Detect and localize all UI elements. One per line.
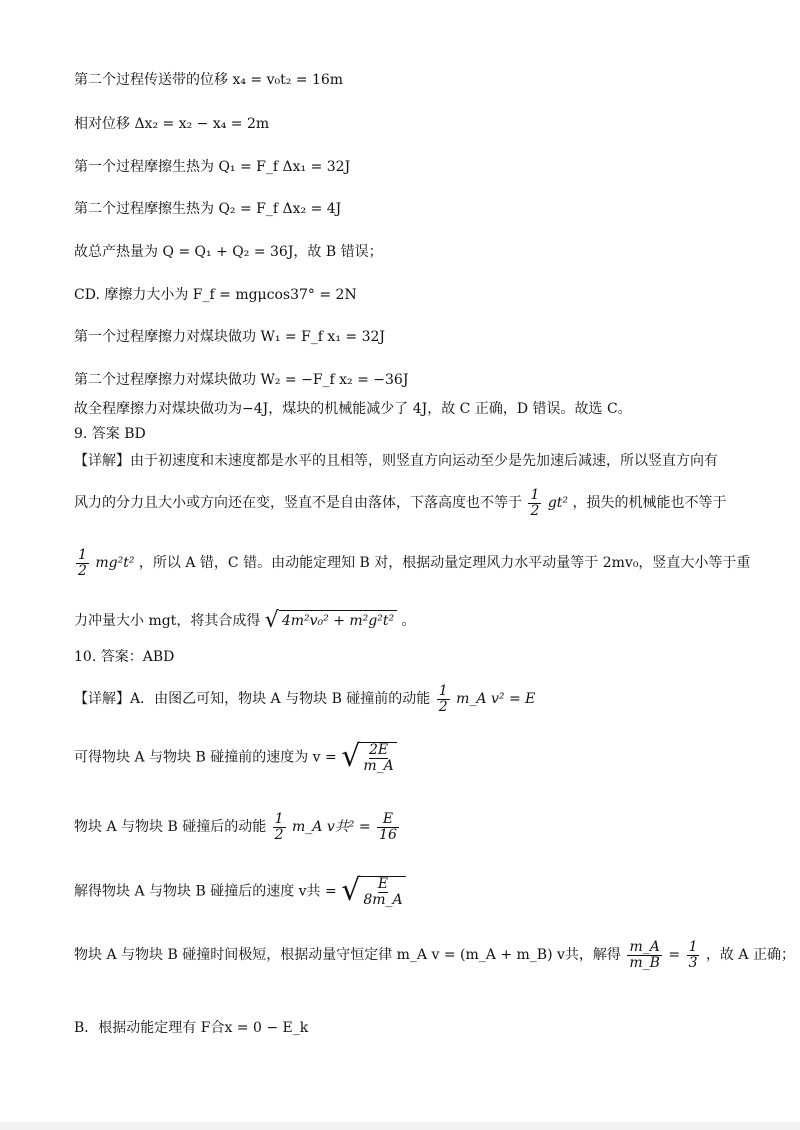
fraction [273,812,286,842]
fraction-numerator: m_A [627,940,662,956]
square-root [265,610,397,632]
square-root [341,873,405,908]
q10-text: 可得物块 A 与物块 B 碰撞前的速度为 v = [74,749,337,766]
text-line: 相对位移 Δx₂ = x₂ − x₄ = 2m [74,116,270,132]
fraction [377,812,399,842]
q9-text: 。 [401,613,416,629]
q10-line [74,873,760,908]
q10-text: ，故 A 正确； [705,947,795,964]
fraction-numerator: 1 [438,683,448,699]
formula: m_A v² = E [456,691,536,708]
text-line: 第二个过程摩擦力对煤块做功 W₂ = −F_f x₂ = −36J [74,372,409,388]
fraction-denominator: 2 [78,562,87,579]
equals-sign: = [668,947,681,964]
text-line: 第二个过程传送带的位移 x₄ = v₀t₂ = 16m [74,72,344,88]
q10-line [74,812,760,842]
fraction-numerator: 1 [688,939,698,955]
square-root [341,739,397,774]
q10-text: 物块 A 与物块 B 碰撞时间极短，根据动量守恒定律 m_A v = (m_A + m_B) v共，解得 [74,947,621,964]
fraction-denominator: 3 [688,954,698,971]
text-line: 故全程摩擦力对煤块做功为−4J，煤块的机械能减少了 4J，故 C 正确，D 错误。故选 C。 [74,401,632,417]
fraction-denominator: 8m_A [363,891,403,908]
q9-para-line: 【详解】由于初速度和末速度都是水平的且相等，则竖直方向运动至少是先加速后减速，所以竖直方向有 [74,453,718,469]
q9-text: ，所以 A 错，C 错。由动能定理知 B 对，根据动量定理风力水平动量等于 2mv₀，竖直大小等于重 [138,555,751,572]
fraction-denominator: 2 [274,826,284,843]
q10-text: 解得物块 A 与物块 B 碰撞后的速度 v共 = [74,883,337,900]
text-line: 第一个过程摩擦力对煤块做功 W₁ = F_f x₁ = 32J [74,329,385,345]
text-line: 故总产热量为 Q = Q₁ + Q₂ = 36J，故 B 错误； [74,244,383,260]
radicand [360,876,405,907]
fraction-numerator: 1 [530,487,540,503]
fraction-denominator: 2 [530,502,540,519]
q10-line: B．根据动能定理有 F合x = 0 − E_k [74,1020,309,1036]
fraction-numerator: E [377,812,399,828]
q10-line [74,739,760,774]
text-line: 第一个过程摩擦生热为 Q₁ = F_f Δx₁ = 32J [74,159,351,175]
answer-heading: 9. 答案 BD [74,426,146,442]
fraction [76,548,89,578]
radical-sign: √ [264,608,279,633]
fraction [437,684,450,714]
q9-text: ，损失的机械能也不等于 [572,495,727,512]
text-line: 第二个过程摩擦生热为 Q₂ = F_f Δx₂ = 4J [74,201,342,217]
q9-text: 力冲量大小 mgt，将其合成得 [74,613,261,629]
q9-para-line [74,548,760,578]
fraction-denominator: 16 [379,826,397,843]
q10-line [74,684,760,714]
formula: gt² [547,495,569,512]
q9-text: 风力的分力且大小或方向还在变，竖直不是自由落体，下落高度也不等于 [74,495,522,512]
fraction [687,940,700,970]
fraction-numerator: 2E [368,742,389,758]
fraction-denominator: m_A [363,757,394,774]
formula: m_A v共² = [292,819,371,836]
fraction-numerator: 1 [274,811,284,827]
q9-para-line [74,610,760,632]
q10-line [74,939,795,971]
radicand: 4m²v₀² + m²g²t² [279,610,397,632]
q10-text: 【详解】A．由图乙可知，物块 A 与物块 B 碰撞前的动能 [74,691,431,708]
formula: mg²t² [95,555,135,572]
q10-text: 物块 A 与物块 B 碰撞后的动能 [74,819,267,836]
page-bottom-strip [0,1122,800,1130]
fraction-numerator: 1 [78,547,87,563]
q9-para-line [74,488,760,518]
radical-sign: √ [341,873,361,908]
fraction [528,488,541,518]
radical-sign: √ [341,739,361,774]
text-line: CD. 摩擦力大小为 F_f = mgμcos37° = 2N [74,287,357,303]
fraction-denominator: m_B [629,954,660,971]
radicand [360,742,396,773]
answer-heading: 10. 答案：ABD [74,649,175,665]
fraction-denominator: 2 [438,698,448,715]
fraction-numerator: E [377,876,389,892]
fraction [627,940,662,970]
